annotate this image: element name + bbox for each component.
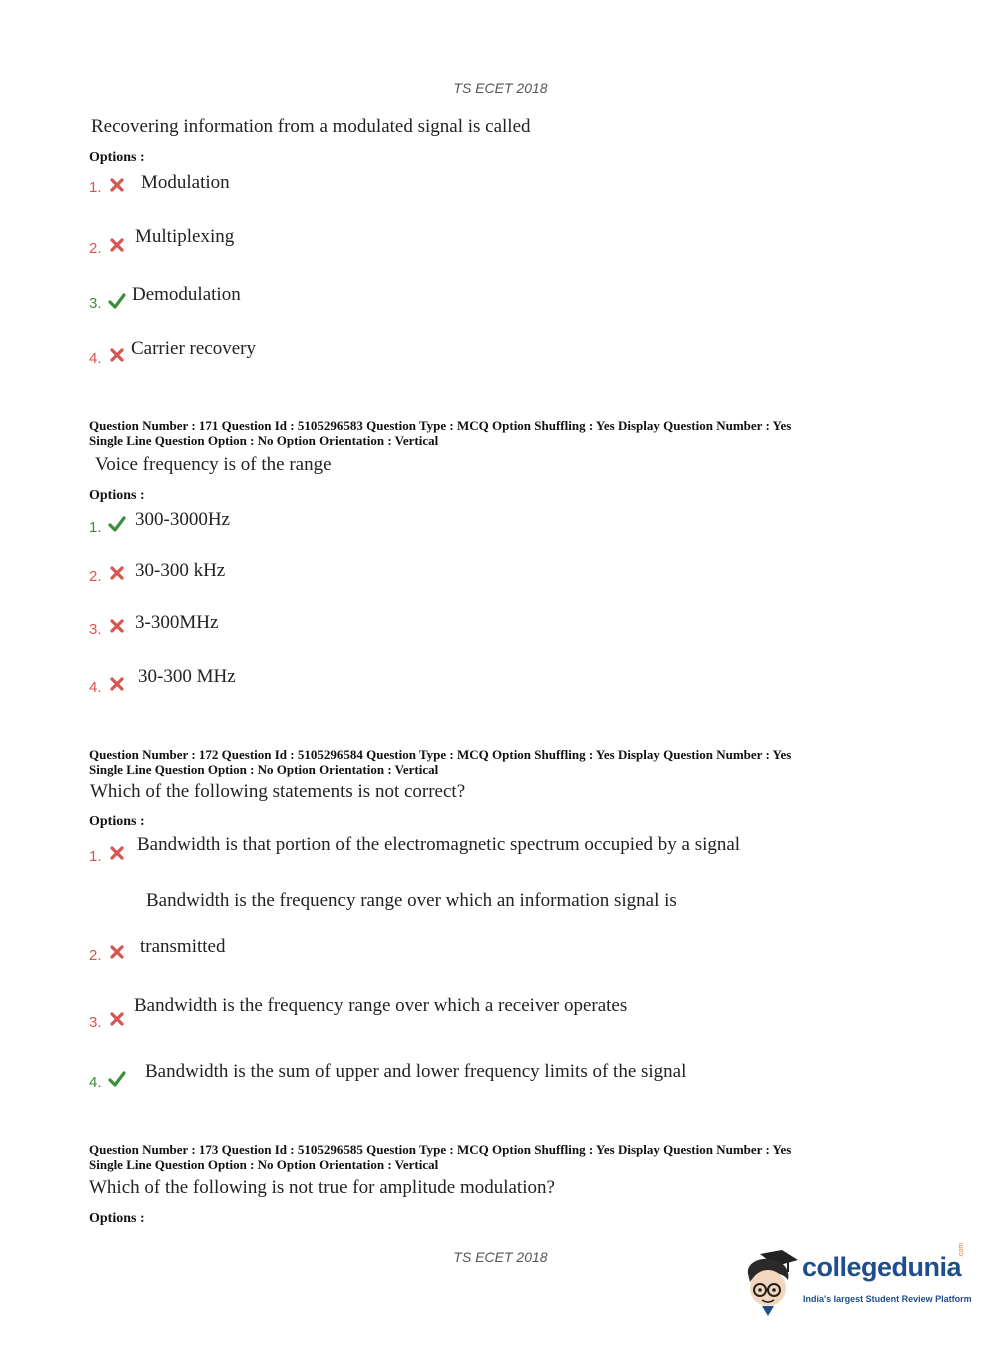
option-text: Bandwidth is the frequency range over which an information signal is: [146, 890, 677, 911]
options-label: Options :: [89, 150, 145, 165]
question-meta: Single Line Question Option : No Option Orientation : Vertical: [89, 433, 439, 448]
mascot-icon: [740, 1248, 800, 1318]
option-text: Demodulation: [132, 284, 241, 305]
option-text: Modulation: [141, 172, 230, 193]
cross-icon: [108, 844, 126, 862]
logo-name: collegedunia: [802, 1252, 962, 1282]
option-text: 30-300 MHz: [138, 666, 236, 687]
option-number: 3.: [89, 1014, 102, 1031]
option-text: transmitted: [140, 936, 226, 957]
question-171-text: Voice frequency is of the range: [95, 454, 332, 475]
option-text: 300-3000Hz: [135, 509, 230, 530]
option-number: 1.: [89, 848, 102, 865]
check-icon: [108, 292, 126, 310]
question-meta: Single Line Question Option : No Option Orientation : Vertical: [89, 1157, 439, 1172]
question-meta: Single Line Question Option : No Option Orientation : Vertical: [89, 762, 439, 777]
option-number: 2.: [89, 947, 102, 964]
cross-icon: [108, 943, 126, 961]
check-icon: [108, 515, 126, 533]
option-text: Bandwidth is that portion of the electromagnetic spectrum occupied by a signal: [137, 834, 741, 855]
cross-icon: [108, 346, 126, 364]
cross-icon: [108, 617, 126, 635]
question-170-text: Recovering information from a modulated signal is called: [91, 116, 531, 137]
logo-tagline: India's largest Student Review Platform: [803, 1294, 972, 1304]
option-text: Carrier recovery: [131, 338, 257, 359]
option-number: 1.: [89, 519, 102, 536]
option-text: 3-300MHz: [135, 612, 219, 633]
option-number: 4.: [89, 679, 102, 696]
options-label: Options :: [89, 488, 145, 503]
page-header: TS ECET 2018: [453, 80, 548, 96]
cross-icon: [108, 1010, 126, 1028]
option-number: 3.: [89, 295, 102, 312]
question-meta: Question Number : 171 Question Id : 5105296583 Question Type : MCQ Option Shuffling : Yes Display Question Number : Yes: [89, 418, 792, 433]
option-number: 2.: [89, 568, 102, 585]
option-number: 2.: [89, 240, 102, 257]
question-meta: Question Number : 172 Question Id : 5105296584 Question Type : MCQ Option Shuffling : Yes Display Question Number : Yes: [89, 747, 792, 762]
option-text: Bandwidth is the frequency range over which a receiver operates: [134, 995, 628, 1016]
question-173-text: Which of the following is not true for amplitude modulation?: [89, 1177, 555, 1198]
cross-icon: [108, 176, 126, 194]
logo-domain: .com: [958, 1242, 965, 1258]
collegedunia-logo[interactable]: [740, 1242, 980, 1320]
option-text: 30-300 kHz: [135, 560, 226, 581]
question-172-text: Which of the following statements is not correct?: [90, 781, 466, 802]
option-text: Multiplexing: [135, 226, 235, 247]
option-number: 3.: [89, 621, 102, 638]
option-number: 1.: [89, 179, 102, 196]
cross-icon: [108, 675, 126, 693]
page-footer: TS ECET 2018: [453, 1249, 548, 1265]
option-number: 4.: [89, 1074, 102, 1091]
cross-icon: [108, 564, 126, 582]
check-icon: [108, 1070, 126, 1088]
cross-icon: [108, 236, 126, 254]
option-text: Bandwidth is the sum of upper and lower frequency limits of the signal: [145, 1061, 687, 1082]
options-label: Options :: [89, 814, 145, 829]
question-meta: Question Number : 173 Question Id : 5105296585 Question Type : MCQ Option Shuffling : Yes Display Question Number : Yes: [89, 1142, 792, 1157]
options-label: Options :: [89, 1211, 145, 1226]
option-number: 4.: [89, 350, 102, 367]
